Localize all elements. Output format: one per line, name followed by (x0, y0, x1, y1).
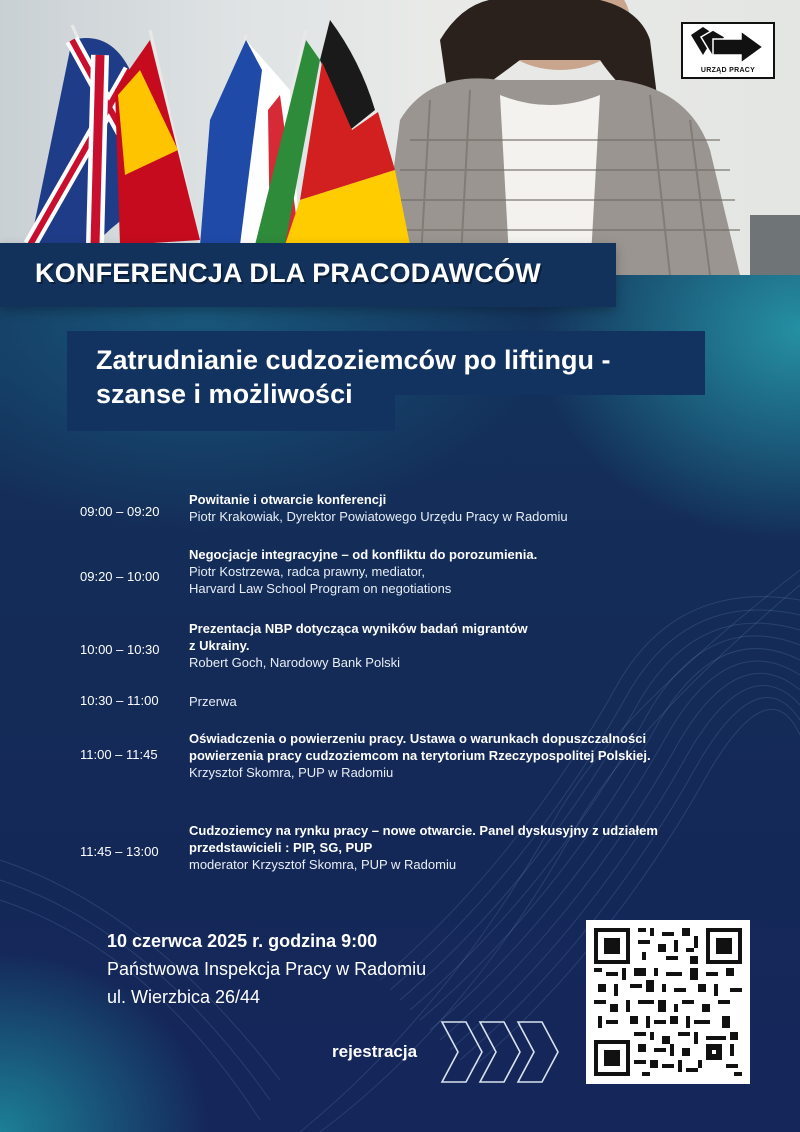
agenda-speaker: moderator Krzysztof Skomra, PUP w Radomiu (189, 857, 457, 872)
agenda-time: 09:20 – 10:00 (80, 569, 160, 584)
banner-title: KONFERENCJA DLA PRACODAWCÓW (35, 258, 541, 288)
agenda-speaker: Piotr Krakowiak, Dyrektor Powiatowego Urzędu Pracy w Radomiu (189, 509, 568, 524)
agenda-item (189, 822, 749, 873)
agenda-item (189, 620, 749, 671)
agenda-item (189, 730, 749, 781)
event-date: 10 czerwca 2025 r. godzina 9:00 (107, 931, 378, 951)
qr-code-icon (594, 928, 742, 1076)
agenda-time: 09:00 – 09:20 (80, 504, 160, 519)
urzad-pracy-logo (681, 22, 775, 79)
agenda-title: Cudzoziemcy na rynku pracy – nowe otwarcie. Panel dyskusyjny z udziałem (189, 823, 658, 838)
registration-label[interactable]: rejestracja (332, 1042, 418, 1061)
agenda-time: 10:00 – 10:30 (80, 642, 160, 657)
subtitle-line-2: szanse i możliwości (96, 379, 353, 409)
registration-qr-code[interactable] (586, 920, 750, 1084)
agenda-speaker: Krzysztof Skomra, PUP w Radomiu (189, 765, 394, 780)
agenda-time: 10:30 – 11:00 (80, 693, 159, 708)
agenda-speaker: Piotr Kostrzewa, radca prawny, mediator, (189, 564, 426, 579)
agenda-title-cont: powierzenia pracy cudzoziemcom na terytorium Rzeczypospolitej Polskiej. (189, 748, 651, 763)
event-address: ul. Wierzbica 26/44 (107, 987, 261, 1007)
agenda-item (189, 693, 749, 710)
flags-photo-illustration (0, 0, 800, 275)
agenda-title: Oświadczenia o powierzeniu pracy. Ustawa o warunkach dopuszczalności (189, 731, 647, 746)
conference-banner (0, 243, 616, 307)
agenda-title: Negocjacje integracyjne – od konfliktu do porozumienia. (189, 547, 538, 562)
subtitle-line-1: Zatrudnianie cudzoziemców po liftingu - (96, 345, 611, 375)
chevron-right-icon (440, 1018, 565, 1086)
event-place: Państwowa Inspekcja Pracy w Radomiu (107, 959, 427, 979)
agenda-time: 11:45 – 13:00 (80, 844, 159, 859)
agenda-title-cont: przedstawicieli : PIP, SG, PUP (189, 840, 373, 855)
agenda-break: Przerwa (189, 694, 237, 709)
arrow-logo-icon (683, 25, 773, 65)
agenda-item (189, 491, 749, 525)
agenda-speaker: Robert Goch, Narodowy Bank Polski (189, 655, 400, 670)
agenda-title: Prezentacja NBP dotycząca wyników badań migrantów (189, 621, 528, 636)
agenda-item (189, 546, 749, 597)
agenda-title-cont: z Ukrainy. (189, 638, 250, 653)
header-photo (0, 0, 800, 275)
logo-text: URZĄD PRACY (700, 67, 756, 74)
agenda-title: Powitanie i otwarcie konferencji (189, 492, 387, 507)
conference-subtitle (96, 343, 696, 411)
agenda-time: 11:00 – 11:45 (80, 747, 158, 762)
agenda-speaker: Harvard Law School Program on negotiations (189, 581, 452, 596)
